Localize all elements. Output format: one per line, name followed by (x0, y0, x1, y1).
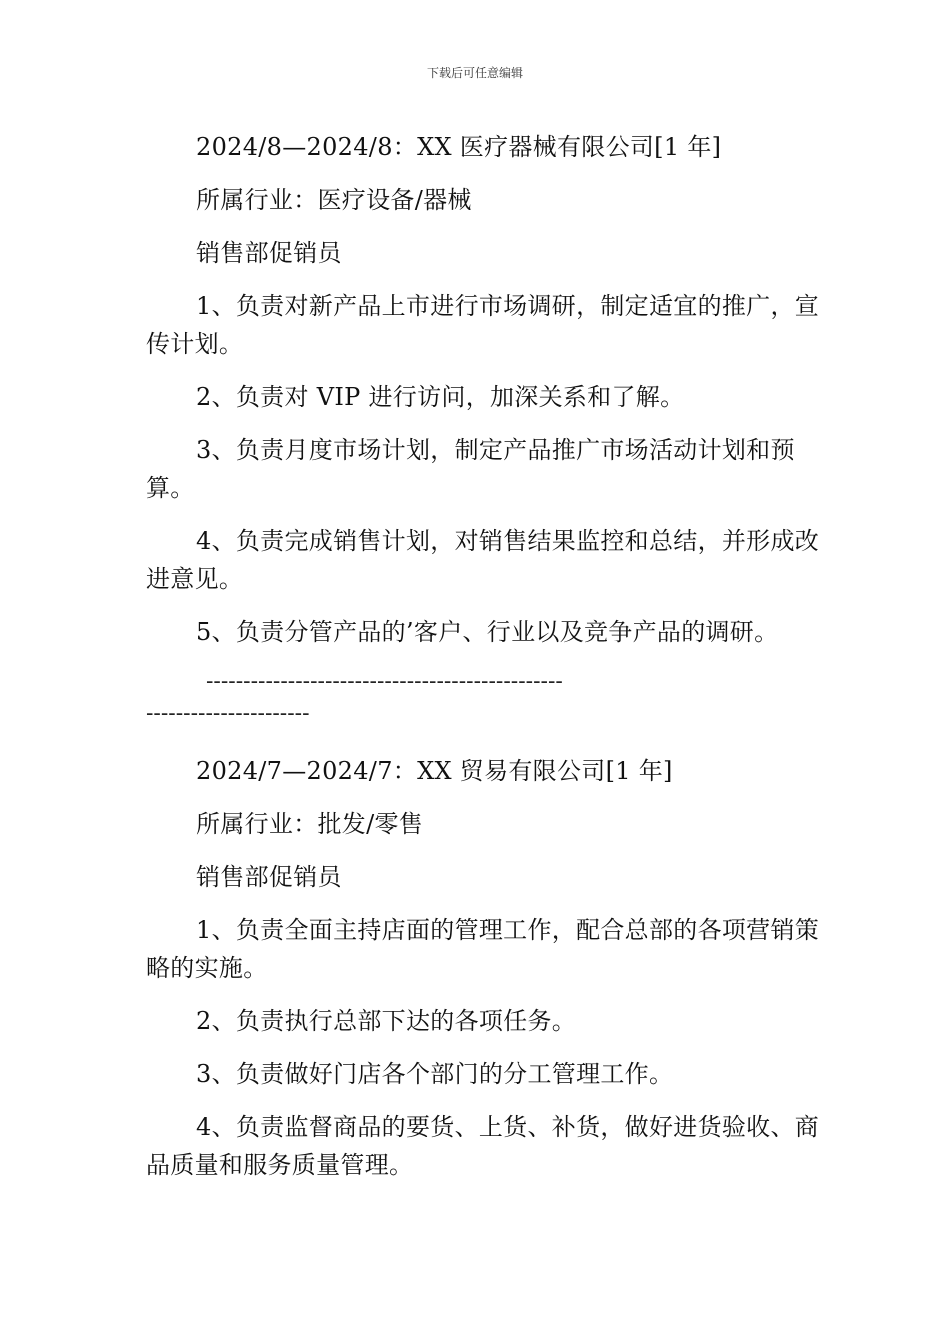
job1-duty-4: 4、负责完成销售计划，对销售结果监控和总结，并形成改进意见。 (146, 527, 820, 593)
page-header: 下载后可任意编辑 (426, 66, 523, 80)
job1-duty-5: 5、负责分管产品的’客户、行业以及竞争产品的调研。 (196, 618, 779, 646)
job1-industry: 所属行业：医疗设备/器械 (196, 186, 472, 214)
divider-line-1: ------------------------------------------------ (206, 669, 563, 694)
job2-duty-1: 1、负责全面主持店面的管理工作，配合总部的各项营销策略的实施。 (146, 916, 820, 982)
job1-position: 销售部促销员 (196, 239, 342, 267)
job1-duty-1: 1、负责对新产品上市进行市场调研，制定适宜的推广，宣传计划。 (146, 292, 820, 358)
job1-duty-3: 3、负责月度市场计划，制定产品推广市场活动计划和预算。 (146, 436, 795, 502)
job2-duty-3: 3、负责做好门店各个部门的分工管理工作。 (196, 1060, 674, 1088)
job2-duty-2: 2、负责执行总部下达的各项任务。 (196, 1007, 577, 1035)
job2-period: 2024/7—2024/7：XX 贸易有限公司[1 年] (196, 757, 673, 785)
job1-duty-2: 2、负责对 VIP 进行访问，加深关系和了解。 (196, 383, 685, 411)
divider-line-2: ---------------------- (146, 701, 310, 726)
document-body (146, 128, 826, 1199)
job2-industry: 所属行业：批发/零售 (196, 810, 424, 838)
job2-position: 销售部促销员 (196, 863, 342, 891)
job1-period: 2024/8—2024/8：XX 医疗器械有限公司[1 年] (196, 133, 722, 161)
job2-duty-4: 4、负责监督商品的要货、上货、补货，做好进货验收、商品质量和服务质量管理。 (146, 1113, 820, 1179)
